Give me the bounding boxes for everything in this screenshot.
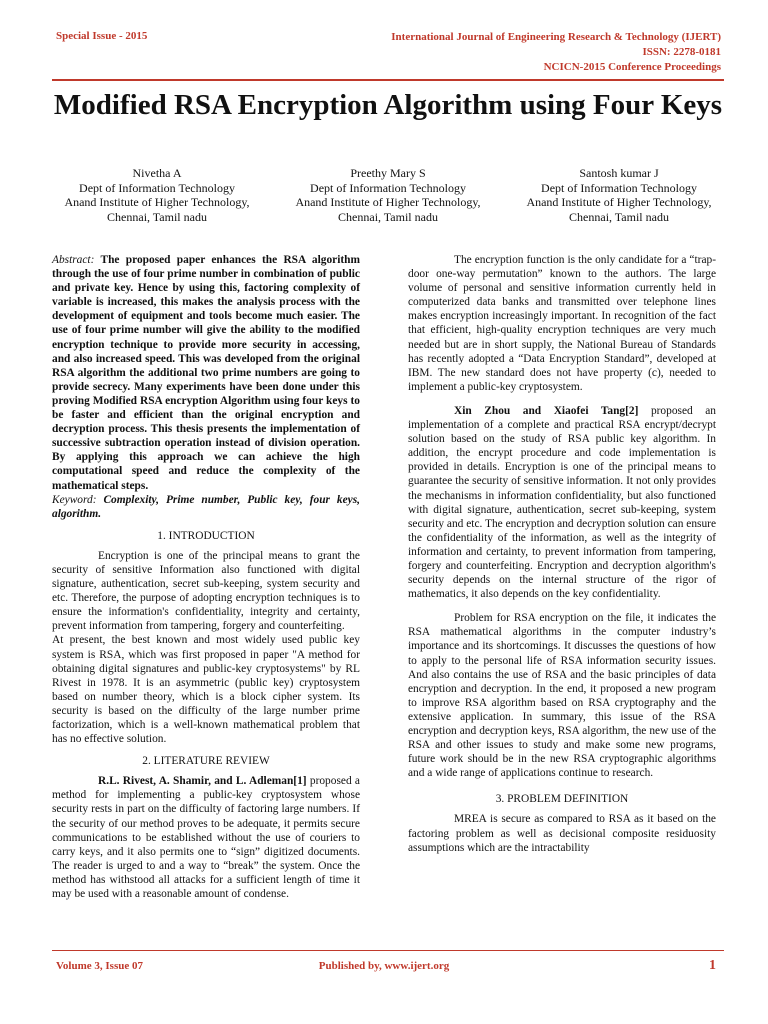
volume-issue: Volume 3, Issue 07 bbox=[56, 960, 143, 972]
author-name: Santosh kumar J bbox=[579, 166, 659, 180]
author-name: Nivetha A bbox=[132, 166, 182, 180]
keywords bbox=[52, 493, 360, 521]
author-dept: Dept of Information Technology bbox=[310, 180, 466, 195]
author-city: Chennai, Tamil nadu bbox=[107, 209, 207, 224]
paper-title: Modified RSA Encryption Algorithm using Four Keys bbox=[53, 89, 723, 121]
reference-text: proposed an implementation of a complete and practical RSA encrypt/decrypt solution based on the study of RSA public key algorithm. In addition, the encrypt procedure and code implementation is provided in details. Encryption is one of the principal means to guarantee the security of sensitive information. It not only provides the mechanisms in information confidentiality, but also functioned with digital signature, authentication, secret sub-keeping, system security and etc. The encryption and decryption solution can ensure the confidentiality of the information, as well as the integrity of information and certainty, to prevent information from tampering, forgery and counterfeiting. Encryption and decryption algorithm's security depends on the internal structure of the rigor of mathematics, it also depends on the key confidentiality. bbox=[408, 404, 716, 601]
encryption-function-paragraph: The encryption function is the only candidate for a “trap-door one-way permutation” known to the authors. The large volume of personal and sensitive information currently held in computerized data banks and transmitted over telephone lines makes encryption increasingly important. In recognition of the fact that efficient, high-quality encryption techniques are very much needed but are in short supply, the National Bureau of Standards has recently adopted a “Data Encryption Standard”, developed at IBM. The new standard does not have property (c), needed to implement a public-key cryptosystem. bbox=[408, 254, 716, 393]
journal-name: International Journal of Engineering Research & Technology (IJERT) bbox=[391, 31, 721, 43]
author-institution: Anand Institute of Higher Technology, bbox=[64, 195, 250, 209]
abstract-text: The proposed paper enhances the RSA algorithm through the use of four prime number in combination of public and private key. Hence by using this, factoring complexity of variable is increased, this makes the analysis process with the development of equipment and tools become much easier. The use of four prime number will give the ability to the modified encryption technique to provide more security in accessing, and also increased speed. This was developed from the original RSA algorithm the additional two prime numbers are going to provide secrecy. Many experiments have been done under this proving Modified RSA encryption Algorithm using four keys to be faster and efficient than the original encryption and decryption process. This thesis presents the implementation of successive subtraction operation instead of division operation. By applying this approach we can achieve the high computational speed and reduce the complexity of the mathematical steps. bbox=[52, 254, 360, 492]
author-block bbox=[52, 166, 262, 224]
right-column bbox=[408, 253, 716, 855]
reference-authors: Xin Zhou and Xiaofei Tang[2] bbox=[454, 404, 639, 417]
author-dept: Dept of Information Technology bbox=[79, 180, 235, 195]
author-institution: Anand Institute of Higher Technology, bbox=[526, 195, 712, 209]
author-city: Chennai, Tamil nadu bbox=[569, 209, 669, 224]
author-institution: Anand Institute of Higher Technology, bbox=[295, 195, 481, 209]
keywords-label: Keyword: bbox=[52, 493, 97, 506]
problem-rsa-paragraph: Problem for RSA encryption on the file, it indicates the RSA mathematical algorithms in the computer industry’s importance and its shortcomings. It discusses the questions of how to apply to the personal life of RSA information security issues. And also contains the use of RSA and the basic principles of data encryption and decryption. In the end, it proposed a new program to improve RSA algorithm based on RSA cryptography and the extensive application. In summary, this issue of the RSA encryption and decryption keys, RSA algorithm, the new use of the RSA and other issues to study and make some new programs, future work should be in the new RSA cryptographic algorithms and a wide range of applications continue to research. bbox=[408, 612, 716, 780]
abstract bbox=[52, 253, 360, 493]
special-issue-label: Special Issue - 2015 bbox=[56, 30, 148, 42]
publisher-link[interactable]: Published by, www.ijert.org bbox=[318, 960, 450, 972]
section-heading-problem-definition: 3. PROBLEM DEFINITION bbox=[495, 793, 629, 806]
author-block bbox=[514, 166, 724, 224]
intro-paragraph-1: Encryption is one of the principal means to grant the security of sensitive Information also functioned with digital signature, authentication, secret sub-keeping, system security and etc. Therefore, the purpose of adopting encryption techniques is to ensure the information's confidentiality, integrity and certainty, prevent information from tampering, forgery and counterfeiting. bbox=[52, 549, 360, 633]
problem-definition-paragraph: MREA is secure as compared to RSA as it based on the factoring problem as well as decisional composite residuosity assumptions which are the intractability bbox=[408, 813, 716, 854]
section-heading-literature-review: 2. LITERATURE REVIEW bbox=[142, 755, 270, 768]
proceedings: NCICN-2015 Conference Proceedings bbox=[543, 61, 721, 73]
literature-paragraph-rivest bbox=[52, 774, 360, 901]
page-number: 1 bbox=[709, 958, 716, 973]
left-column bbox=[52, 253, 360, 901]
author-list bbox=[52, 166, 724, 224]
literature-paragraph-zhou bbox=[408, 404, 716, 601]
header-divider bbox=[52, 79, 724, 81]
author-dept: Dept of Information Technology bbox=[541, 180, 697, 195]
section-heading-introduction: 1. INTRODUCTION bbox=[157, 529, 255, 542]
author-city: Chennai, Tamil nadu bbox=[338, 209, 438, 224]
reference-text: proposed a method for implementing a public-key cryptosystem whose security rests in part on the difficulty of factoring large numbers. If the security of our method proves to be adequate, it permits secure communications to be established without the use of couriers to carry keys, and it also permits one to “sign” digitized documents. The reader is urged to and a way to “break” the system. Once the method has withstood all attacks for a sufficient length of time it may be used with a reasonable amount of condense. bbox=[52, 775, 360, 901]
intro-paragraph-2: At present, the best known and most widely used public key system is RSA, which was first proposed in paper "A method for obtaining digital signatures and public-key cryptosystems" by RL Rivest in 1978. It is an asymmetric (public key) cryptosystem based on number theory, which is a block cipher system. Its security is based on the difficulty of the large number prime factorization, which is a well-known mathematical problem that has no effective solution. bbox=[52, 634, 360, 746]
abstract-label: Abstract: bbox=[52, 254, 95, 266]
author-block bbox=[283, 166, 493, 224]
keywords-text: Complexity, Prime number, Public key, four keys, algorithm. bbox=[52, 493, 360, 520]
journal-header bbox=[391, 30, 721, 75]
footer-divider bbox=[52, 950, 724, 951]
author-name: Preethy Mary S bbox=[350, 166, 426, 180]
reference-authors: R.L. Rivest, A. Shamir, and L. Adleman[1] bbox=[98, 775, 307, 788]
issn: ISSN: 2278-0181 bbox=[642, 46, 721, 58]
